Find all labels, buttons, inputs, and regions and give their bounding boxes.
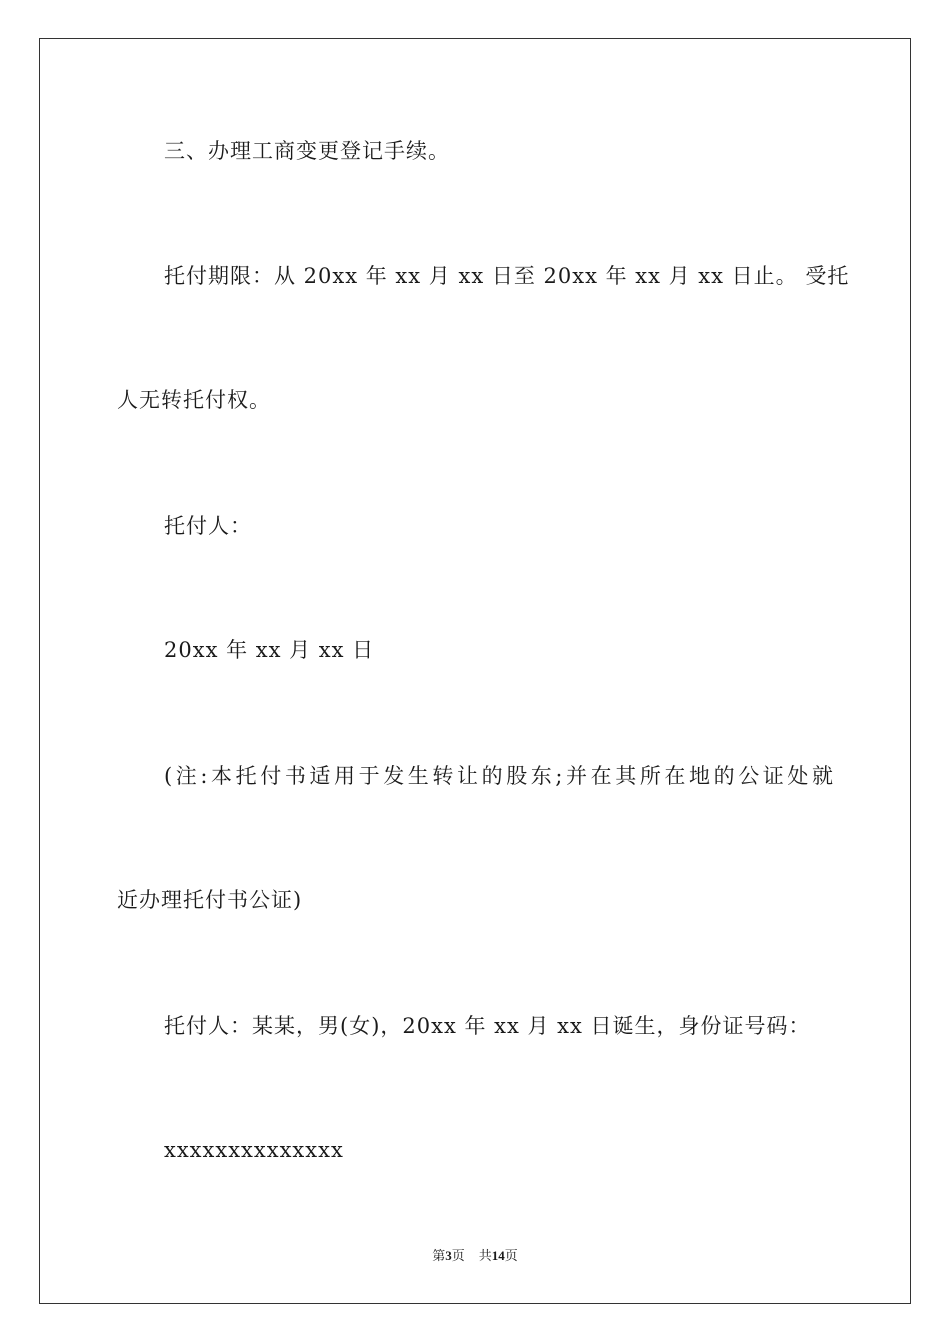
date-line: 20xx 年 xx 月 xx 日 bbox=[164, 638, 375, 662]
note-line-1: (注:本托付书适用于发生转让的股东;并在其所在地的公证处就 bbox=[164, 764, 834, 788]
page-footer bbox=[0, 1247, 950, 1265]
total-pages-number: 14 bbox=[491, 1248, 505, 1263]
section-heading: 三、办理工商变更登记手续。 bbox=[164, 139, 450, 163]
total-suffix: 页 bbox=[504, 1248, 518, 1263]
id-number-line: xxxxxxxxxxxxxx bbox=[164, 1138, 344, 1162]
total-prefix: 共 bbox=[478, 1248, 492, 1263]
current-page-number: 3 bbox=[445, 1248, 452, 1263]
principal-label: 托付人： bbox=[164, 514, 252, 538]
page-prefix: 第 bbox=[432, 1248, 446, 1263]
page-border bbox=[39, 38, 911, 1304]
entrust-period-line: 托付期限：从 20xx 年 xx 月 xx 日至 20xx 年 xx 月 xx 日止。 受托 bbox=[164, 264, 850, 288]
note-line-2: 近办理托付书公证) bbox=[117, 888, 303, 912]
no-subdelegation-line: 人无转托付权。 bbox=[117, 388, 271, 412]
page-suffix: 页 bbox=[451, 1248, 465, 1263]
principal-info-line: 托付人：某某，男(女)，20xx 年 xx 月 xx 日诞生，身份证号码： bbox=[164, 1014, 811, 1038]
